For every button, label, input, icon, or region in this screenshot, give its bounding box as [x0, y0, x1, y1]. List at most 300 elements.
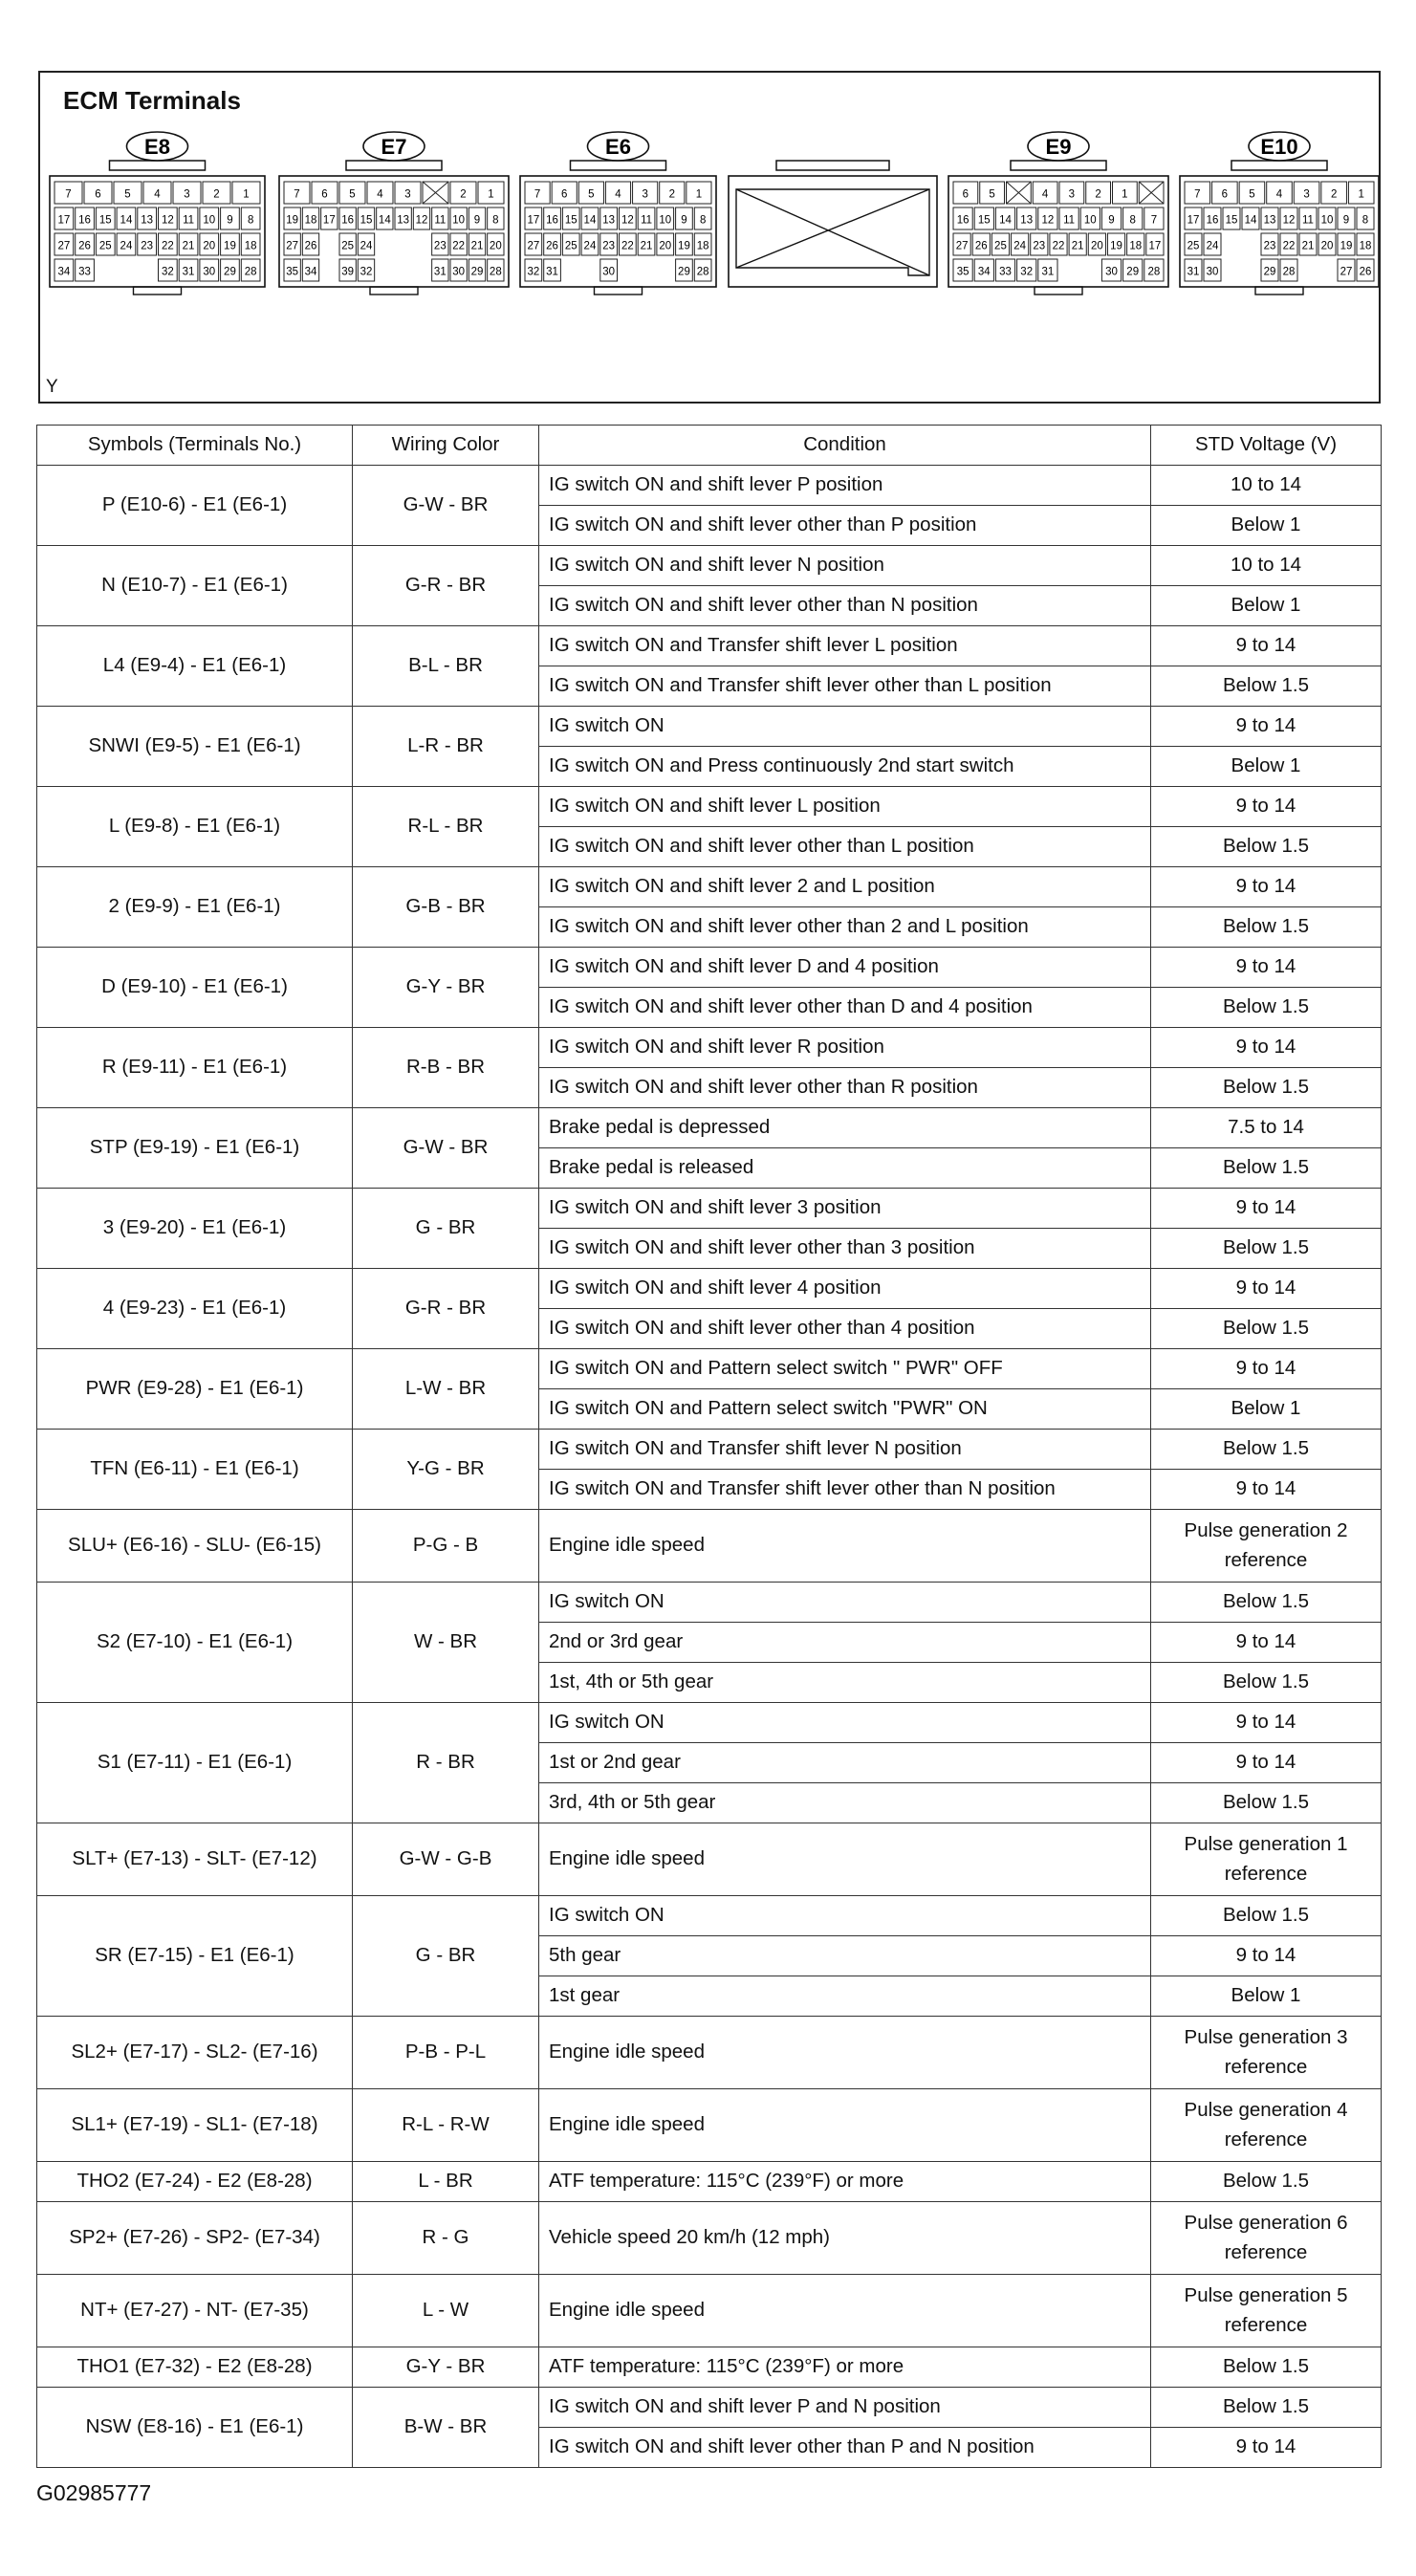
condition-cell: IG switch ON and Transfer shift lever other than L position	[539, 666, 1151, 707]
std-voltage-cell: 9 to 14	[1151, 1189, 1382, 1229]
pin-number: 18	[696, 240, 709, 252]
pin-number: 16	[341, 214, 355, 227]
pin-number: 23	[1033, 240, 1046, 252]
pin-number: 9	[227, 214, 233, 227]
pin-number: 23	[602, 240, 616, 252]
table-row	[37, 1189, 1382, 1229]
condition-cell: IG switch ON and shift lever R position	[539, 1028, 1151, 1068]
terminal-symbol: L4 (E9-4) - E1 (E6-1)	[37, 626, 353, 707]
pin-number: 29	[1126, 266, 1140, 278]
wiring-color: L-W - BR	[353, 1349, 539, 1430]
table-row	[37, 1108, 1382, 1148]
pin-number: 19	[286, 214, 299, 227]
std-voltage-cell: Pulse generation 6 reference	[1151, 2202, 1382, 2275]
pin-number: 9	[1108, 214, 1115, 227]
pin-number: 29	[1263, 266, 1276, 278]
terminal-symbol: SL2+ (E7-17) - SL2- (E7-16)	[37, 2017, 353, 2089]
pin-number: 29	[678, 266, 690, 278]
std-voltage-cell: Below 1.5	[1151, 1663, 1382, 1703]
pin-number: 22	[621, 240, 634, 252]
condition-cell: IG switch ON and shift lever other than P position	[539, 506, 1151, 546]
pin-number: 15	[1225, 214, 1238, 227]
pin-number: 4	[154, 188, 161, 201]
pin-number: 1	[488, 188, 494, 201]
std-voltage-cell: Below 1.5	[1151, 1896, 1382, 1936]
pin-number: 23	[141, 240, 154, 252]
pin-number: 22	[1282, 240, 1296, 252]
pin-number: 19	[224, 240, 236, 252]
pin-number: 13	[1263, 214, 1276, 227]
std-voltage-cell: 9 to 14	[1151, 1743, 1382, 1783]
pin-number: 32	[161, 266, 174, 278]
condition-cell: Vehicle speed 20 km/h (12 mph)	[539, 2202, 1151, 2275]
std-voltage-cell: 9 to 14	[1151, 1349, 1382, 1389]
pin-number: 34	[304, 266, 317, 278]
table-header-row	[37, 426, 1382, 466]
pin-number: 5	[989, 188, 995, 201]
condition-cell: IG switch ON and Transfer shift lever N position	[539, 1430, 1151, 1470]
condition-cell: 5th gear	[539, 1936, 1151, 1976]
pin-number: 14	[1244, 214, 1257, 227]
wiring-color: G-Y - BR	[353, 948, 539, 1028]
wiring-color: G-B - BR	[353, 867, 539, 948]
condition-cell: IG switch ON and Transfer shift lever other than N position	[539, 1470, 1151, 1510]
pin-number: 13	[397, 214, 410, 227]
table-row	[37, 1823, 1382, 1896]
pin-number: 24	[359, 240, 373, 252]
terminal-symbol: NSW (E8-16) - E1 (E6-1)	[37, 2388, 353, 2468]
wiring-color: R-B - BR	[353, 1028, 539, 1108]
std-voltage-cell: 9 to 14	[1151, 1269, 1382, 1309]
condition-cell: IG switch ON and shift lever other than 3 position	[539, 1229, 1151, 1269]
pin-number: 8	[1129, 214, 1136, 227]
wiring-color: B-W - BR	[353, 2388, 539, 2468]
connector-label: E7	[381, 135, 407, 159]
connector-label: E10	[1260, 135, 1298, 159]
pin-number: 5	[588, 188, 595, 201]
condition-cell: Engine idle speed	[539, 2017, 1151, 2089]
connector-foot	[1255, 287, 1303, 295]
terminal-symbol: SNWI (E9-5) - E1 (E6-1)	[37, 707, 353, 787]
std-voltage-cell: 9 to 14	[1151, 1470, 1382, 1510]
wiring-color: G-W - BR	[353, 466, 539, 546]
wiring-color: B-L - BR	[353, 626, 539, 707]
std-voltage-cell: Below 1.5	[1151, 2388, 1382, 2428]
pin-number: 35	[286, 266, 299, 278]
std-voltage-cell: 9 to 14	[1151, 1703, 1382, 1743]
wiring-color: Y-G - BR	[353, 1430, 539, 1510]
pin-number: 7	[294, 188, 300, 201]
table-row	[37, 626, 1382, 666]
pin-number: 3	[404, 188, 411, 201]
pin-number: 15	[564, 214, 577, 227]
wiring-color: L - W	[353, 2275, 539, 2347]
std-voltage-cell: Below 1.5	[1151, 827, 1382, 867]
pin-number: 28	[244, 266, 257, 278]
pin-number: 17	[527, 214, 540, 227]
wiring-color: P-B - P-L	[353, 2017, 539, 2089]
std-voltage-cell: Below 1.5	[1151, 666, 1382, 707]
wiring-color: G - BR	[353, 1189, 539, 1269]
table-row	[37, 1510, 1382, 1583]
pin-number: 26	[304, 240, 317, 252]
pin-number: 6	[321, 188, 328, 201]
pin-number: 21	[1301, 240, 1315, 252]
pin-number: 18	[244, 240, 257, 252]
pin-number: 25	[341, 240, 355, 252]
pin-number: 27	[57, 240, 71, 252]
condition-cell: IG switch ON and Transfer shift lever L position	[539, 626, 1151, 666]
condition-cell: IG switch ON	[539, 707, 1151, 747]
connector-drawing	[40, 73, 1379, 402]
terminal-symbol: N (E10-7) - E1 (E6-1)	[37, 546, 353, 626]
pin-number: 12	[1282, 214, 1296, 227]
pin-number: 4	[1041, 188, 1049, 201]
table-row	[37, 2089, 1382, 2162]
wiring-color: G-W - BR	[353, 1108, 539, 1189]
wiring-color: G - BR	[353, 1896, 539, 2017]
pin-number: 15	[98, 214, 112, 227]
pin-number: 10	[203, 214, 216, 227]
pin-number: 2	[668, 188, 675, 201]
condition-cell: 1st or 2nd gear	[539, 1743, 1151, 1783]
terminal-symbol: SR (E7-15) - E1 (E6-1)	[37, 1896, 353, 2017]
pin-number: 30	[203, 266, 216, 278]
pin-number: 16	[956, 214, 969, 227]
pin-number: 1	[1122, 188, 1128, 201]
pin-number: 17	[322, 214, 336, 227]
pin-number: 32	[527, 266, 540, 278]
pin-number: 28	[696, 266, 709, 278]
std-voltage-cell: Below 1	[1151, 747, 1382, 787]
std-voltage-cell: Below 1.5	[1151, 1229, 1382, 1269]
std-voltage-cell: Pulse generation 1 reference	[1151, 1823, 1382, 1896]
table-row	[37, 2202, 1382, 2275]
std-voltage-cell: Below 1.5	[1151, 1583, 1382, 1623]
pin-number: 17	[1187, 214, 1200, 227]
std-voltage-cell: Pulse generation 3 reference	[1151, 2017, 1382, 2089]
std-voltage-cell: 7.5 to 14	[1151, 1108, 1382, 1148]
table-row	[37, 546, 1382, 586]
condition-cell: IG switch ON and shift lever D and 4 position	[539, 948, 1151, 988]
connector-foot	[1035, 287, 1082, 295]
terminal-symbol: 4 (E9-23) - E1 (E6-1)	[37, 1269, 353, 1349]
pin-number: 26	[1359, 266, 1372, 278]
pin-number: 26	[546, 240, 558, 252]
table-row	[37, 1349, 1382, 1389]
pin-number: 22	[1052, 240, 1065, 252]
pin-number: 21	[470, 240, 484, 252]
pin-number: 27	[286, 240, 299, 252]
pin-number: 20	[489, 240, 502, 252]
connector-label: E6	[605, 135, 631, 159]
wiring-color: W - BR	[353, 1583, 539, 1703]
terminal-symbol: P (E10-6) - E1 (E6-1)	[37, 466, 353, 546]
pin-number: 14	[999, 214, 1012, 227]
pin-number: 4	[615, 188, 621, 201]
table-row	[37, 2388, 1382, 2428]
terminal-symbol: STP (E9-19) - E1 (E6-1)	[37, 1108, 353, 1189]
terminal-symbol: S1 (E7-11) - E1 (E6-1)	[37, 1703, 353, 1823]
connector-foot	[595, 287, 643, 295]
pin-number: 12	[1041, 214, 1055, 227]
pin-number: 3	[642, 188, 648, 201]
terminal-symbol: PWR (E9-28) - E1 (E6-1)	[37, 1349, 353, 1430]
terminal-symbol: TFN (E6-11) - E1 (E6-1)	[37, 1430, 353, 1510]
table-row	[37, 2275, 1382, 2347]
connector-latch	[1011, 161, 1106, 170]
pin-number: 24	[583, 240, 597, 252]
pin-number: 1	[695, 188, 703, 201]
condition-cell: IG switch ON and shift lever L position	[539, 787, 1151, 827]
pin-number: 14	[120, 214, 133, 227]
pin-number: 14	[583, 214, 597, 227]
std-voltage-cell: 9 to 14	[1151, 1936, 1382, 1976]
pin-number: 1	[1358, 188, 1364, 201]
pin-number: 10	[659, 214, 672, 227]
ecm-terminal-diagram	[38, 71, 1381, 404]
connector-label: E9	[1045, 135, 1072, 159]
pin-number: 6	[95, 188, 101, 201]
connector-foot	[370, 287, 418, 295]
condition-cell: 1st, 4th or 5th gear	[539, 1663, 1151, 1703]
pin-number: 7	[1150, 214, 1158, 227]
table-row	[37, 2347, 1382, 2388]
std-voltage-cell: Below 1.5	[1151, 988, 1382, 1028]
std-voltage-cell: Below 1.5	[1151, 1148, 1382, 1189]
std-voltage-cell: Below 1.5	[1151, 1309, 1382, 1349]
terminal-symbol: SP2+ (E7-26) - SP2- (E7-34)	[37, 2202, 353, 2275]
pin-number: 3	[1303, 188, 1310, 201]
pin-number: 32	[1020, 266, 1034, 278]
condition-cell: Engine idle speed	[539, 2275, 1151, 2347]
pin-number: 25	[98, 240, 112, 252]
pin-number: 2	[1095, 188, 1101, 201]
wiring-color: G-R - BR	[353, 1269, 539, 1349]
pin-number: 19	[1110, 240, 1122, 252]
pin-number: 28	[1147, 266, 1161, 278]
pin-number: 27	[955, 240, 969, 252]
table-row	[37, 867, 1382, 907]
table-row	[37, 1028, 1382, 1068]
pin-number: 24	[120, 240, 133, 252]
unused-connector-cross	[736, 189, 929, 275]
pin-number: 21	[182, 240, 195, 252]
pin-number: 15	[359, 214, 373, 227]
pin-number: 20	[203, 240, 216, 252]
condition-cell: IG switch ON	[539, 1703, 1151, 1743]
terminal-symbol: THO2 (E7-24) - E2 (E8-28)	[37, 2162, 353, 2202]
condition-cell: IG switch ON	[539, 1583, 1151, 1623]
terminal-symbol: NT+ (E7-27) - NT- (E7-35)	[37, 2275, 353, 2347]
table-row	[37, 707, 1382, 747]
unused-connector-body	[729, 176, 937, 287]
pin-number: 11	[1302, 214, 1314, 227]
std-voltage-cell: Pulse generation 2 reference	[1151, 1510, 1382, 1583]
pin-number: 23	[433, 240, 447, 252]
pin-number: 16	[546, 214, 558, 227]
table-row	[37, 1896, 1382, 1936]
pin-number: 12	[415, 214, 428, 227]
wiring-color: P-G - B	[353, 1510, 539, 1583]
pin-number: 13	[1020, 214, 1034, 227]
terminal-symbol: R (E9-11) - E1 (E6-1)	[37, 1028, 353, 1108]
pin-number: 29	[470, 266, 484, 278]
pin-number: 30	[1105, 266, 1118, 278]
table-row	[37, 1703, 1382, 1743]
wiring-color: R-L - BR	[353, 787, 539, 867]
pin-number: 10	[1083, 214, 1097, 227]
std-voltage-cell: 9 to 14	[1151, 2428, 1382, 2468]
condition-cell: IG switch ON and shift lever other than 4 position	[539, 1309, 1151, 1349]
condition-cell: IG switch ON and Press continuously 2nd start switch	[539, 747, 1151, 787]
terminal-symbol: 2 (E9-9) - E1 (E6-1)	[37, 867, 353, 948]
pin-number: 30	[602, 266, 616, 278]
table-row	[37, 2162, 1382, 2202]
wiring-color: G-W - G-B	[353, 1823, 539, 1896]
pin-number: 13	[141, 214, 154, 227]
pin-number: 6	[561, 188, 568, 201]
condition-cell: 2nd or 3rd gear	[539, 1623, 1151, 1663]
std-voltage-cell: 9 to 14	[1151, 787, 1382, 827]
std-voltage-cell: Below 1	[1151, 1976, 1382, 2017]
wiring-color: R - G	[353, 2202, 539, 2275]
pin-number: 3	[184, 188, 190, 201]
table-row	[37, 1269, 1382, 1309]
condition-cell: IG switch ON and shift lever 3 position	[539, 1189, 1151, 1229]
pin-number: 22	[161, 240, 174, 252]
pin-number: 33	[999, 266, 1012, 278]
condition-cell: IG switch ON and shift lever 2 and L position	[539, 867, 1151, 907]
std-voltage-cell: Below 1	[1151, 586, 1382, 626]
pin-number: 6	[962, 188, 969, 201]
condition-cell: IG switch ON and Pattern select switch " PWR" OFF	[539, 1349, 1151, 1389]
condition-cell: Brake pedal is released	[539, 1148, 1151, 1189]
connector-latch	[110, 161, 206, 170]
pin-number: 14	[378, 214, 391, 227]
pin-number: 33	[78, 266, 91, 278]
connector-label: E8	[144, 135, 170, 159]
pin-number: 12	[161, 214, 174, 227]
pin-number: 1	[243, 188, 250, 201]
pin-number: 8	[699, 214, 707, 227]
pin-number: 25	[1187, 240, 1200, 252]
table-row	[37, 1430, 1382, 1470]
unused-connector-cross	[736, 189, 929, 268]
pin-number: 23	[1263, 240, 1276, 252]
pin-number: 5	[124, 188, 131, 201]
wiring-color: G-R - BR	[353, 546, 539, 626]
table-body	[37, 466, 1382, 2468]
pin-number: 24	[1013, 240, 1027, 252]
pin-number: 29	[224, 266, 236, 278]
pin-number: 24	[1206, 240, 1219, 252]
corner-mark: Y	[46, 377, 58, 397]
terminal-symbol: 3 (E9-20) - E1 (E6-1)	[37, 1189, 353, 1269]
std-voltage-cell: Below 1.5	[1151, 1068, 1382, 1108]
condition-cell: IG switch ON and shift lever P and N position	[539, 2388, 1151, 2428]
terminal-symbol: SLU+ (E6-16) - SLU- (E6-15)	[37, 1510, 353, 1583]
condition-cell: IG switch ON and shift lever other than 2 and L position	[539, 907, 1151, 948]
pin-number: 16	[1206, 214, 1219, 227]
condition-cell: IG switch ON and Pattern select switch "PWR" ON	[539, 1389, 1151, 1430]
diagram-title: ECM Terminals	[63, 86, 241, 115]
pin-number: 32	[359, 266, 373, 278]
pin-number: 13	[602, 214, 616, 227]
pin-number: 6	[1221, 188, 1229, 201]
pin-number: 16	[78, 214, 91, 227]
condition-cell: Engine idle speed	[539, 2089, 1151, 2162]
terminal-symbol: S2 (E7-10) - E1 (E6-1)	[37, 1583, 353, 1703]
pin-number: 28	[489, 266, 502, 278]
pin-number: 21	[640, 240, 653, 252]
condition-cell: ATF temperature: 115°C (239°F) or more	[539, 2162, 1151, 2202]
pin-number: 31	[433, 266, 447, 278]
std-voltage-cell: Below 1.5	[1151, 2347, 1382, 2388]
pin-number: 8	[1362, 214, 1369, 227]
std-voltage-cell: 10 to 14	[1151, 466, 1382, 506]
condition-cell: Brake pedal is depressed	[539, 1108, 1151, 1148]
std-voltage-cell: Below 1.5	[1151, 1783, 1382, 1823]
std-voltage-cell: 9 to 14	[1151, 948, 1382, 988]
pin-number: 31	[546, 266, 558, 278]
pin-number: 7	[534, 188, 541, 201]
pin-number: 30	[1206, 266, 1219, 278]
terminal-spec-table	[36, 425, 1382, 2468]
table-row	[37, 2017, 1382, 2089]
wiring-color: L - BR	[353, 2162, 539, 2202]
pin-number: 2	[213, 188, 220, 201]
terminal-symbol: D (E9-10) - E1 (E6-1)	[37, 948, 353, 1028]
condition-cell: IG switch ON and shift lever other than R position	[539, 1068, 1151, 1108]
pin-number: 4	[1275, 188, 1283, 201]
pin-number: 27	[1340, 266, 1353, 278]
pin-number: 28	[1282, 266, 1296, 278]
pin-number: 10	[452, 214, 466, 227]
terminal-symbol: L (E9-8) - E1 (E6-1)	[37, 787, 353, 867]
pin-number: 8	[247, 214, 254, 227]
condition-cell: Engine idle speed	[539, 1510, 1151, 1583]
pin-number: 8	[492, 214, 499, 227]
pin-number: 9	[1342, 214, 1350, 227]
wiring-color: R - BR	[353, 1703, 539, 1823]
wiring-color: L-R - BR	[353, 707, 539, 787]
terminal-symbol: SL1+ (E7-19) - SL1- (E7-18)	[37, 2089, 353, 2162]
pin-number: 34	[57, 266, 71, 278]
pin-number: 25	[994, 240, 1007, 252]
condition-cell: 3rd, 4th or 5th gear	[539, 1783, 1151, 1823]
condition-cell: IG switch ON and shift lever other than P and N position	[539, 2428, 1151, 2468]
std-voltage-cell: 9 to 14	[1151, 1028, 1382, 1068]
wiring-color: R-L - R-W	[353, 2089, 539, 2162]
pin-number: 26	[974, 240, 988, 252]
pin-number: 5	[349, 188, 356, 201]
std-voltage-cell: Below 1	[1151, 1389, 1382, 1430]
pin-number: 10	[1320, 214, 1334, 227]
pin-number: 9	[681, 214, 687, 227]
pin-number: 5	[1249, 188, 1255, 201]
pin-number: 20	[659, 240, 672, 252]
pin-number: 11	[183, 214, 195, 227]
std-voltage-cell: 10 to 14	[1151, 546, 1382, 586]
table-row	[37, 1583, 1382, 1623]
table-row	[37, 948, 1382, 988]
std-voltage-cell: Below 1.5	[1151, 2162, 1382, 2202]
pin-number: 18	[1359, 240, 1372, 252]
std-voltage-cell: 9 to 14	[1151, 707, 1382, 747]
condition-cell: IG switch ON and shift lever other than D and 4 position	[539, 988, 1151, 1028]
table-row	[37, 466, 1382, 506]
